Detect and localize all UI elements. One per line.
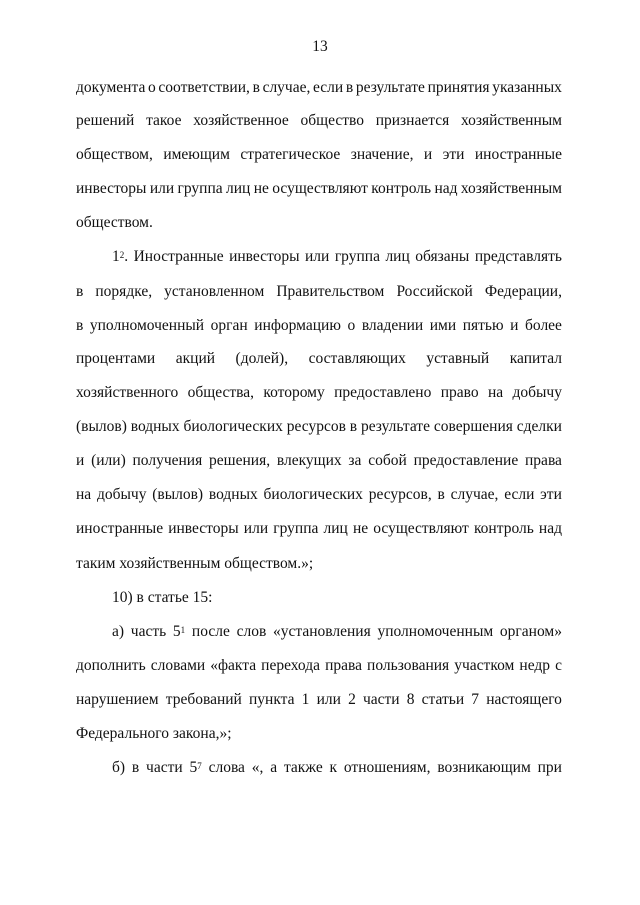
- text-line: $1^2$. Иностранные инвесторы или группа лиц обязаны представлять: [112, 248, 562, 265]
- text-line: Федерального закона,»;: [76, 725, 232, 742]
- page-number: 13: [312, 38, 328, 55]
- text-line: 10) в статье 15:: [112, 589, 213, 606]
- text-line: б) в части $5^7$ слова «, а также к отношениям, возникающим при: [112, 759, 562, 776]
- text-line: обществом, имеющим стратегическое значение, и эти иностранные: [76, 146, 562, 163]
- text-line: иностранные инвесторы или группа лиц не осуществляют контроль над: [76, 520, 562, 537]
- text-line: дополнить словами «факта перехода права пользования участком недр с: [76, 657, 562, 674]
- text-line: документа о соответствии, в случае, если в результате принятия указанных: [76, 79, 562, 96]
- text-line: (вылов) водных биологических ресурсов в результате совершения сделки: [76, 418, 562, 435]
- text-line: таким хозяйственным обществом.»;: [76, 555, 314, 572]
- text-line: процентами акций (долей), составляющих уставный капитал: [76, 350, 562, 367]
- text-line: решений такое хозяйственное общество признается хозяйственным: [76, 112, 562, 129]
- text-line: обществом.: [76, 214, 153, 231]
- text-line: в уполномоченный орган информацию о владении ими пятью и более: [76, 317, 562, 334]
- text-line: инвесторы или группа лиц не осуществляют контроль над хозяйственным: [76, 180, 562, 197]
- text-line: в порядке, установленном Правительством Российской Федерации,: [76, 283, 562, 300]
- text-line: и (или) получения решения, влекущих за собой предоставление права: [76, 452, 562, 469]
- text-line: а) часть $5^1$ после слов «установления уполномоченным органом»: [112, 623, 562, 640]
- text-line: нарушением требований пункта 1 или 2 части 8 статьи 7 настоящего: [76, 691, 562, 708]
- text-line: на добычу (вылов) водных биологических ресурсов, в случае, если эти: [76, 486, 562, 503]
- text-line: хозяйственного общества, которому предоставлено право на добычу: [76, 384, 562, 401]
